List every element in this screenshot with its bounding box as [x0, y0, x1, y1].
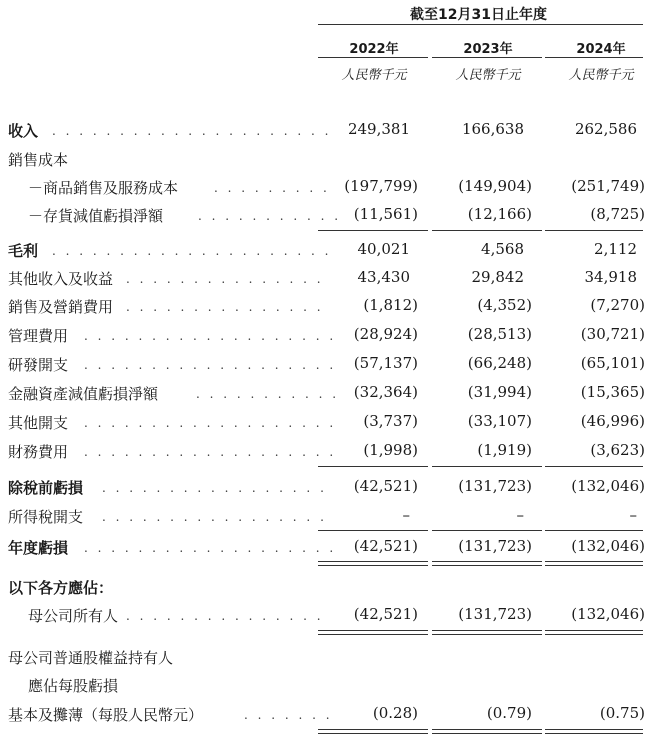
row-dots: . . . . . . . . . . . . . . . . . — [102, 510, 327, 524]
row-value: 34,918 — [584, 268, 637, 286]
total-double-rule — [318, 561, 428, 566]
row-value: (0.79) — [486, 704, 532, 722]
row-value: 40,021 — [357, 240, 410, 258]
row-label-basic-diluted: 基本及攤薄（每股人民幣元） — [8, 706, 204, 724]
row-dots: . . . . . . . . . . . . . . . . . . . — [84, 541, 337, 555]
row-value: – — [629, 506, 637, 524]
total-double-rule — [432, 561, 542, 566]
period-header: 截至12月31日止年度 — [410, 7, 547, 23]
row-value: (31,994) — [467, 383, 532, 401]
row-value: (1,919) — [477, 441, 532, 459]
row-value: (46,996) — [580, 412, 645, 430]
row-label-rnd-expenses: 研發開支 — [8, 356, 69, 374]
row-value: (132,046) — [571, 605, 645, 623]
subtotal-rule — [432, 230, 542, 231]
row-value: (1,812) — [363, 296, 418, 314]
row-value: 262,586 — [574, 120, 637, 138]
row-value: (15,365) — [580, 383, 645, 401]
unit-2023: 人民幣千元 — [455, 68, 521, 83]
row-value: (4,352) — [477, 296, 532, 314]
row-value: (7,270) — [590, 296, 645, 314]
row-value: (8,725) — [590, 205, 645, 223]
row-value: (12,166) — [467, 205, 532, 223]
row-value: (131,723) — [458, 605, 532, 623]
row-value: 2,112 — [594, 240, 637, 258]
row-value: (33,107) — [467, 412, 532, 430]
row-value: (0.75) — [599, 704, 645, 722]
unit-2022: 人民幣千元 — [341, 68, 407, 83]
total-double-rule — [545, 561, 643, 566]
row-value: (42,521) — [353, 477, 418, 495]
total-double-rule — [432, 630, 542, 635]
row-dots: . . . . . . . . . . . . . . . — [126, 300, 324, 314]
row-label-finance-costs: 財務費用 — [8, 443, 69, 461]
row-label-other-expenses: 其他開支 — [8, 414, 69, 432]
row-value: (28,513) — [467, 325, 532, 343]
row-dots: . . . . . . . . . . . . . . . . . . . — [84, 329, 337, 343]
row-value: (42,521) — [353, 537, 418, 555]
row-label-other-income: 其他收入及收益 — [8, 270, 114, 288]
row-value: (3,623) — [590, 441, 645, 459]
row-value: – — [516, 506, 524, 524]
row-label-income-tax: 所得稅開支 — [8, 508, 84, 526]
total-double-rule — [432, 729, 542, 734]
row-value: (11,561) — [353, 205, 418, 223]
row-dots: . . . . . . . . . . . — [198, 209, 342, 223]
row-value: (28,924) — [353, 325, 418, 343]
row-label-loss-before-tax: 除稅前虧損 — [8, 479, 84, 497]
row-value: (42,521) — [353, 605, 418, 623]
row-dots: . . . . . . . — [244, 708, 333, 722]
row-value: 166,638 — [461, 120, 524, 138]
year-2023: 2023年 — [463, 42, 513, 57]
row-dots: . . . . . . . . . . . . . . . . . . . — [84, 445, 337, 459]
year-rule-2023 — [432, 57, 542, 58]
row-dots: . . . . . . . . . . . . . . . — [126, 272, 324, 286]
year-rule-2024 — [545, 57, 643, 58]
row-value: (251,749) — [571, 177, 645, 195]
row-value: 43,430 — [357, 268, 410, 286]
row-value: 4,568 — [481, 240, 524, 258]
year-2024: 2024年 — [576, 42, 626, 57]
row-label-cost-of-sales: 銷售成本 — [8, 151, 69, 169]
row-label-gross-profit: 毛利 — [8, 242, 39, 260]
row-value: (1,998) — [363, 441, 418, 459]
row-label-financial-asset-impairment: 金融資產減值虧損淨額 — [8, 385, 159, 403]
row-dots: . . . . . . . . . — [214, 181, 330, 195]
row-value: (149,904) — [458, 177, 532, 195]
row-value: (131,723) — [458, 477, 532, 495]
total-double-rule — [545, 729, 643, 734]
row-label-inventory-impairment: －存貨減值虧損淨額 — [28, 207, 164, 225]
row-label-loss-for-year: 年度虧損 — [8, 539, 69, 557]
row-value: (57,137) — [353, 354, 418, 372]
subtotal-rule — [432, 466, 542, 467]
row-dots: . . . . . . . . . . . . . . . . . . . — [84, 416, 337, 430]
row-value: (32,364) — [353, 383, 418, 401]
row-dots: . . . . . . . . . . . . . . . . . . . . . — [52, 124, 332, 138]
year-2022: 2022年 — [349, 42, 399, 57]
header-rule — [318, 24, 643, 25]
year-rule-2022 — [318, 57, 428, 58]
subtotal-rule — [318, 466, 428, 467]
row-value: – — [402, 506, 410, 524]
row-label-cost-of-goods: －商品銷售及服務成本 — [28, 179, 179, 197]
row-label-revenue: 收入 — [8, 122, 39, 140]
row-value: (30,721) — [580, 325, 645, 343]
subtotal-rule — [318, 230, 428, 231]
row-value: 249,381 — [347, 120, 410, 138]
row-label-eps-attributable: 應佔每股虧損 — [28, 677, 119, 695]
subtotal-rule — [318, 530, 428, 531]
row-value: (197,799) — [344, 177, 418, 195]
row-value: (132,046) — [571, 537, 645, 555]
total-double-rule — [545, 630, 643, 635]
row-label-selling-expenses: 銷售及營銷費用 — [8, 298, 114, 316]
subtotal-rule — [545, 230, 643, 231]
subtotal-rule — [545, 466, 643, 467]
unit-2024: 人民幣千元 — [568, 68, 634, 83]
row-value: (131,723) — [458, 537, 532, 555]
row-dots: . . . . . . . . . . . . . . . . . — [102, 481, 327, 495]
row-value: (66,248) — [467, 354, 532, 372]
total-double-rule — [318, 630, 428, 635]
row-label-eps-holders: 母公司普通股權益持有人 — [8, 649, 174, 667]
row-value: (65,101) — [580, 354, 645, 372]
row-dots: . . . . . . . . . . . — [196, 387, 340, 401]
row-value: 29,842 — [471, 268, 524, 286]
row-dots: . . . . . . . . . . . . . . . . . . . — [84, 358, 337, 372]
subtotal-rule — [432, 530, 542, 531]
row-label-admin-expenses: 管理費用 — [8, 327, 69, 345]
row-value: (3,737) — [363, 412, 418, 430]
row-label-attributable-to: 以下各方應佔： — [8, 579, 114, 597]
total-double-rule — [318, 729, 428, 734]
row-dots: . . . . . . . . . . . . . . . — [126, 609, 324, 623]
row-dots: . . . . . . . . . . . . . . . . . . . . . — [52, 244, 332, 258]
row-label-owners-of-parent: 母公司所有人 — [28, 607, 119, 625]
subtotal-rule — [545, 530, 643, 531]
row-value: (132,046) — [571, 477, 645, 495]
row-value: (0.28) — [372, 704, 418, 722]
